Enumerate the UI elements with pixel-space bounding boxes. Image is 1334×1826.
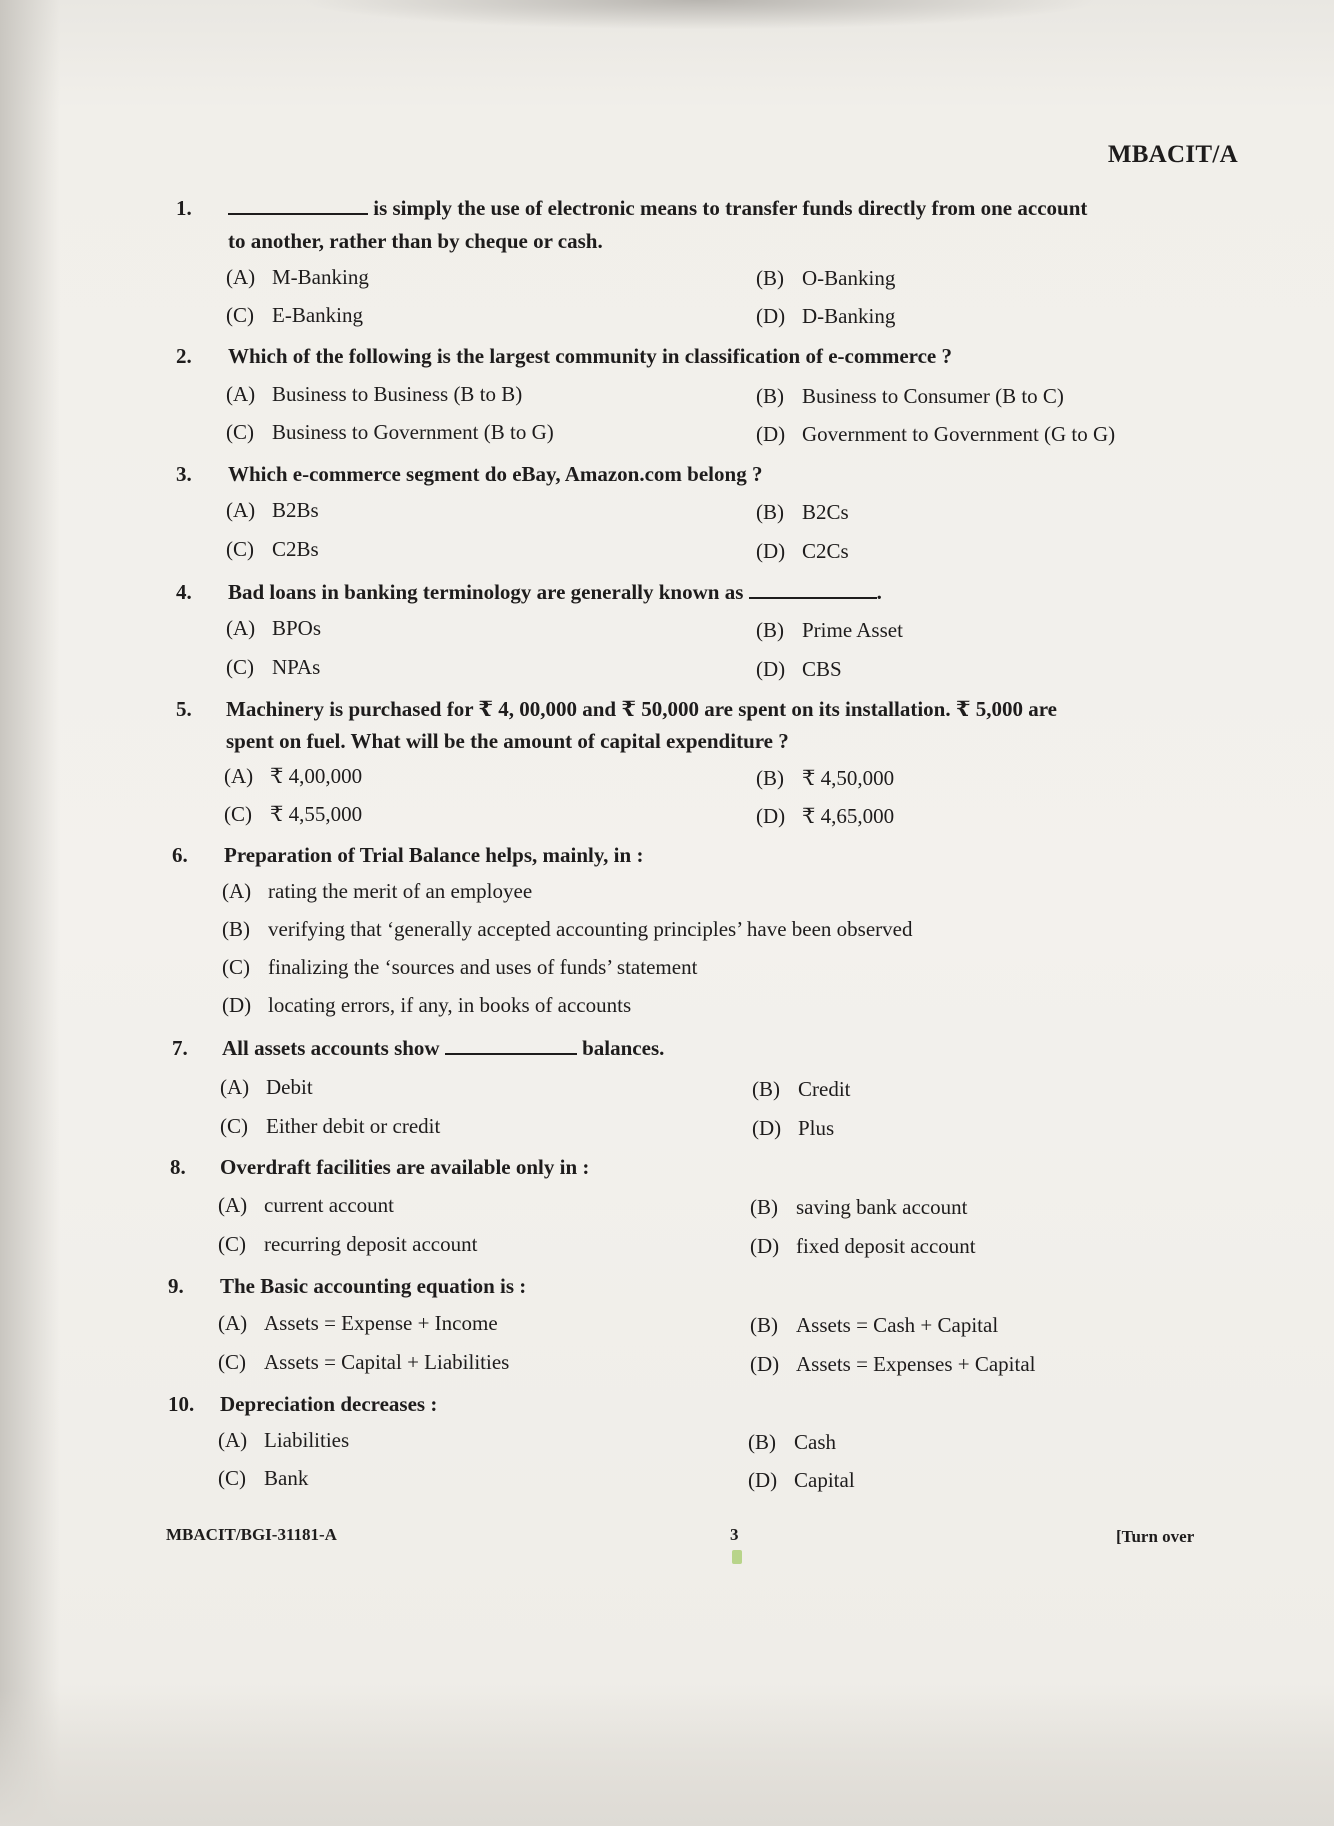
option-text: ₹ 4,65,000 (802, 804, 895, 828)
option-a (222, 879, 532, 904)
option-text: Cash (794, 1430, 836, 1454)
question-text-part: balances. (582, 1036, 665, 1060)
option-a (226, 265, 369, 290)
option-d (750, 1234, 976, 1259)
option-label: (A) (226, 616, 256, 640)
option-a (226, 616, 321, 641)
option-label: (B) (756, 266, 784, 290)
option-c (226, 537, 319, 562)
option-b (756, 266, 895, 291)
option-label: (C) (224, 802, 252, 826)
option-label: (B) (748, 1430, 776, 1454)
option-text: Prime Asset (802, 618, 903, 642)
question-text-part: . (876, 580, 882, 604)
option-c (226, 655, 320, 680)
option-a (218, 1311, 498, 1336)
option-a (218, 1428, 349, 1453)
question-text: Depreciation decreases : (220, 1392, 438, 1416)
option-text: locating errors, if any, in books of accounts (268, 993, 632, 1017)
option-text: D-Banking (802, 304, 896, 328)
footer-code: MBACIT/BGI-31181-A (166, 1525, 337, 1544)
question-text-part: Bad loans in banking terminology are generally known as (228, 580, 744, 604)
option-label: (C) (226, 537, 254, 561)
question-text (222, 1032, 664, 1065)
option-d (222, 993, 631, 1018)
option-text: B2Bs (272, 498, 319, 522)
option-c (226, 420, 554, 445)
option-a (218, 1193, 394, 1218)
option-label: (C) (218, 1466, 246, 1490)
question-number: 8. (170, 1155, 186, 1179)
option-text: Liabilities (264, 1428, 350, 1452)
option-d (756, 657, 842, 682)
option-c (218, 1232, 477, 1257)
question-number: 2. (176, 344, 192, 368)
question-text: Overdraft facilities are available only in : (220, 1155, 590, 1179)
option-label: (B) (752, 1077, 780, 1101)
option-text: M-Banking (272, 265, 369, 289)
scan-shadow-top (300, 0, 1100, 30)
option-b (750, 1313, 998, 1338)
option-b (756, 500, 849, 525)
option-text: C2Cs (802, 539, 849, 563)
option-text: ₹ 4,50,000 (802, 766, 895, 790)
turn-over-note: [Turn over (1116, 1527, 1195, 1546)
option-text: B2Cs (802, 500, 849, 524)
answer-blank (749, 596, 877, 599)
option-label: (D) (750, 1234, 780, 1258)
option-label: (A) (218, 1311, 248, 1335)
option-c (224, 802, 362, 827)
option-label: (C) (226, 655, 254, 679)
option-text: CBS (802, 657, 842, 681)
option-d (750, 1352, 1036, 1377)
option-text: BPOs (272, 616, 322, 640)
question-number: 1. (176, 196, 192, 220)
option-label: (B) (756, 618, 784, 642)
question-text: Which e-commerce segment do eBay, Amazon.com belong ? (228, 462, 763, 486)
option-b (222, 917, 913, 942)
option-text: C2Bs (272, 537, 319, 561)
option-d (756, 539, 849, 564)
option-b (748, 1430, 836, 1455)
option-text: current account (264, 1193, 395, 1217)
option-a (226, 382, 522, 407)
option-text: Assets = Expense + Income (264, 1311, 498, 1335)
option-label: (C) (222, 955, 250, 979)
question-number: 6. (172, 843, 188, 867)
question-text: Preparation of Trial Balance helps, mainly, in : (224, 843, 644, 867)
option-label: (D) (756, 304, 786, 328)
question-text (228, 576, 882, 609)
option-text: verifying that ‘generally accepted accounting principles’ have been observed (268, 917, 913, 941)
option-text: Bank (264, 1466, 309, 1490)
option-text: finalizing the ‘sources and uses of funds’ statement (268, 955, 698, 979)
scan-bottom-edge (0, 1690, 1334, 1826)
option-text: Business to Consumer (B to C) (802, 384, 1064, 408)
option-c (226, 303, 363, 328)
option-b (756, 618, 903, 643)
option-text: rating the merit of an employee (268, 879, 533, 903)
option-c (218, 1350, 509, 1375)
option-b (752, 1077, 851, 1102)
option-d (748, 1468, 855, 1493)
answer-blank (445, 1052, 577, 1055)
option-text: recurring deposit account (264, 1232, 478, 1256)
option-text: ₹ 4,55,000 (270, 802, 363, 826)
option-c (220, 1114, 440, 1139)
option-text: Debit (266, 1075, 313, 1099)
option-d (756, 304, 895, 329)
option-a (220, 1075, 313, 1100)
option-c (222, 955, 697, 980)
option-label: (D) (752, 1116, 782, 1140)
option-label: (D) (222, 993, 252, 1017)
option-text: O-Banking (802, 266, 896, 290)
option-text: Capital (794, 1468, 855, 1492)
question-text-part: is simply the use of electronic means to transfer funds directly from one account (373, 196, 1088, 220)
option-label: (D) (756, 804, 786, 828)
option-d (756, 422, 1115, 447)
option-b (756, 384, 1064, 409)
option-text: saving bank account (796, 1195, 968, 1219)
option-b (750, 1195, 967, 1220)
option-label: (C) (226, 303, 254, 327)
option-label: (B) (756, 766, 784, 790)
option-label: (A) (222, 879, 252, 903)
option-label: (D) (748, 1468, 778, 1492)
option-label: (B) (756, 500, 784, 524)
question-number: 9. (168, 1274, 184, 1298)
option-label: (B) (750, 1313, 778, 1337)
option-label: (C) (220, 1114, 248, 1138)
option-label: (B) (756, 384, 784, 408)
option-text: Credit (798, 1077, 851, 1101)
question-number: 7. (172, 1036, 188, 1060)
answer-blank (228, 212, 368, 215)
option-a (226, 498, 319, 523)
option-b (756, 766, 894, 791)
option-text: E-Banking (272, 303, 363, 327)
option-text: Either debit or credit (266, 1114, 441, 1138)
option-text: NPAs (272, 655, 321, 679)
option-label: (B) (222, 917, 250, 941)
option-text: ₹ 4,00,000 (270, 764, 363, 788)
option-text: Assets = Expenses + Capital (796, 1352, 1036, 1376)
question-text-part: All assets accounts show (222, 1036, 440, 1060)
option-label: (D) (750, 1352, 780, 1376)
question-number: 4. (176, 580, 192, 604)
paper-code: MBACIT/A (1107, 141, 1238, 168)
option-label: (A) (226, 382, 256, 406)
option-label: (A) (220, 1075, 250, 1099)
page-number: 3 (730, 1525, 739, 1544)
option-a (224, 764, 362, 789)
scan-shadow (0, 0, 60, 1826)
option-text: Assets = Capital + Liabilities (264, 1350, 510, 1374)
page-mark (732, 1550, 742, 1564)
option-text: Government to Government (G to G) (802, 422, 1116, 446)
option-label: (A) (218, 1428, 248, 1452)
option-text: Business to Government (B to G) (272, 420, 554, 444)
question-number: 10. (168, 1392, 195, 1416)
option-label: (A) (226, 265, 256, 289)
question-text: Machinery is purchased for ₹ 4, 00,000 and ₹ 50,000 are spent on its installation. ₹ 5,000 are (226, 697, 1057, 721)
question-number: 5. (176, 697, 192, 721)
option-label: (D) (756, 422, 786, 446)
option-c (218, 1466, 308, 1491)
question-number: 3. (176, 462, 192, 486)
option-label: (C) (218, 1350, 246, 1374)
option-label: (C) (218, 1232, 246, 1256)
option-text: Plus (798, 1116, 835, 1140)
question-text: Which of the following is the largest community in classification of e-commerce ? (228, 344, 952, 368)
option-label: (C) (226, 420, 254, 444)
option-text: fixed deposit account (796, 1234, 976, 1258)
option-label: (A) (226, 498, 256, 522)
question-text-line2: to another, rather than by cheque or cash. (228, 229, 603, 253)
option-text: Business to Business (B to B) (272, 382, 523, 406)
question-text (228, 192, 1238, 225)
option-label: (A) (218, 1193, 248, 1217)
question-text: The Basic accounting equation is : (220, 1274, 527, 1298)
option-label: (A) (224, 764, 254, 788)
option-label: (D) (756, 539, 786, 563)
option-label: (D) (756, 657, 786, 681)
question-text-line2: spent on fuel. What will be the amount of capital expenditure ? (226, 729, 789, 753)
option-label: (B) (750, 1195, 778, 1219)
option-text: Assets = Cash + Capital (796, 1313, 999, 1337)
option-d (752, 1116, 834, 1141)
option-d (756, 804, 894, 829)
